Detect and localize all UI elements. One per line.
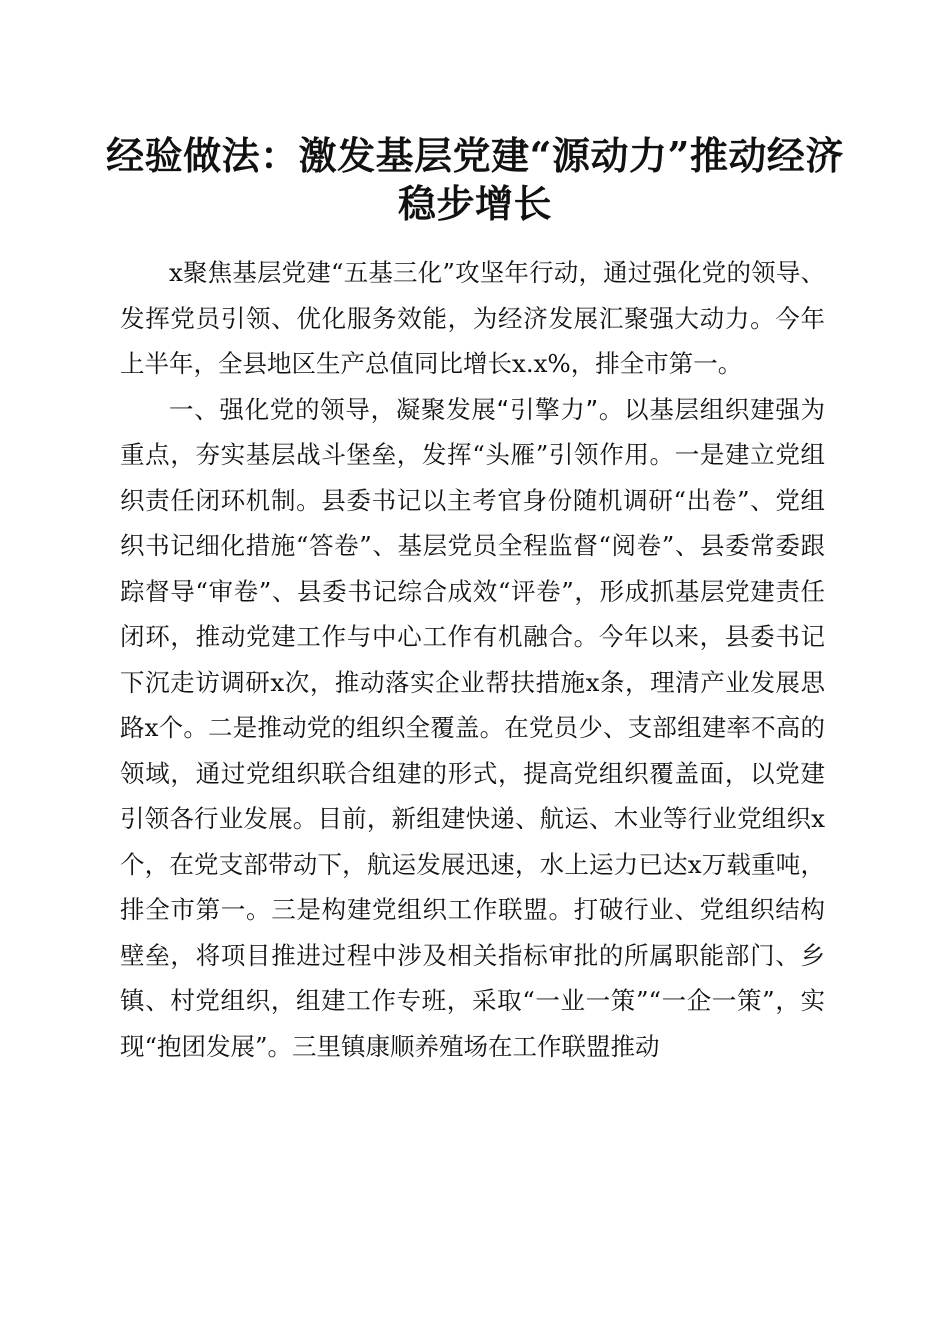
section-1-heading: 一、强化党的领导，凝聚发展“引擎力”。: [169, 394, 625, 424]
document-body: [120, 250, 825, 1069]
section-1-body: 以基层组织建强为重点，夯实基层战斗堡垒，发挥“头雁”引领作用。一是建立党组织责任闭环机制。县委书记以主考官身份随机调研“出卷”、党组织书记细化措施“答卷”、基层党员全程监督“阅卷”、县委常委跟踪督导“审卷”、县委书记综合成效“评卷”，形成抓基层党建责任闭环，推动党建工作与中心工作有机融合。今年以来，县委书记下沉走访调研x次，推动落实企业帮扶措施x条，理清产业发展思路x个。二是推动党的组织全覆盖。在党员少、支部组建率不高的领域，通过党组织联合组建的形式，提高党组织覆盖面，以党建引领各行业发展。目前，新组建快递、航运、木业等行业党组织x个，在党支部带动下，航运发展迅速，水上运力已达x万载重吨，排全市第一。三是构建党组织工作联盟。打破行业、党组织结构壁垒，将项目推进过程中涉及相关指标审批的所属职能部门、乡镇、村党组织，组建工作专班，采取“一业一策”“一企一策”，实现“抱团发展”。三里镇康顺养殖场在工作联盟推动: [120, 394, 825, 1061]
section-1-paragraph: [120, 387, 825, 1070]
document-title: 经验做法：激发基层党建“源动力”推动经济稳步增长: [106, 133, 844, 226]
intro-paragraph: x聚焦基层党建“五基三化”攻坚年行动，通过强化党的领导、发挥党员引领、优化服务效能，为经济发展汇聚强大动力。今年上半年，全县地区生产总值同比增长x.x%，排全市第一。: [120, 258, 825, 378]
